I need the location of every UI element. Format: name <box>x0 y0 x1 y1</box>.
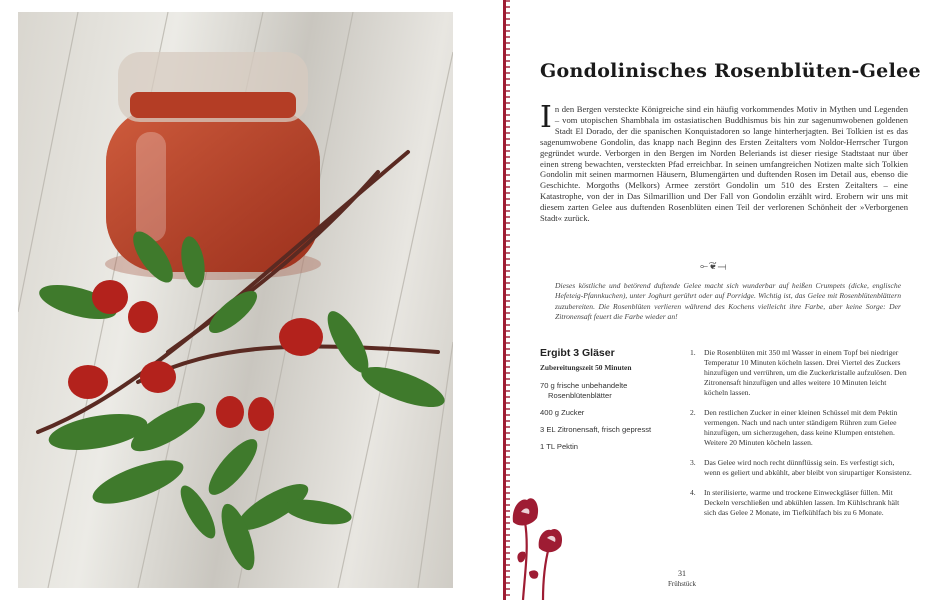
section-label: Frühstück <box>668 580 696 588</box>
divider-ornament: ⟜❦⟞ <box>700 261 728 272</box>
rose-illustration-icon <box>503 492 573 600</box>
recipe-yield: Ergibt 3 Gläser <box>540 347 615 359</box>
intro-paragraph <box>540 100 908 224</box>
step-item: 3. Das Gelee wird noch recht dünnflüssig sein. Es verfestigt sich, wenn es geliert und abkühlt, aber bleibt von sirupartiger Konsistenz. <box>690 458 912 477</box>
step-item: 1. Die Rosenblüten mit 350 ml Wasser in einem Topf bei niedriger Temperatur 10 Minuten köcheln lassen. Drei Viertel des Zuckers hinzufügen und verrühren, um die Zuckerkristalle aufzulösen. Den Zitronensaft hinzufügen und alles weitere 10 Minuten leicht köcheln lassen. <box>690 348 907 397</box>
ingredient-item: 1 TL Pektin <box>540 442 578 451</box>
method-steps <box>690 348 912 528</box>
jelly-jar-photo <box>18 12 453 588</box>
ingredient-item: 400 g Zucker <box>540 408 585 417</box>
ingredient-list <box>540 381 680 459</box>
step-item: 4. In sterilisierte, warme und trockene Einweckgläser füllen. Mit Deckeln verschließen und abkühlen lassen. Im Kühlschrank hält sich das Gelee 2 Monate, im Tiefkühlfach bis zu 6 Monate. <box>690 488 900 517</box>
serving-note: Dieses köstliche und betörend duftende Gelee macht sich wunderbar auf heißen Crumpets (dicke, englische Hefeteig-Pfannkuchen), unter Joghurt gerührt oder auf Porridge. Wichtig ist, das Gelee mit Rosenblütenblättern zuzubereiten. Die Rosenblüten verlieren während des Kochens vielleicht ihre Farbe, aber keine Sorge: Der Zitronensaft feuert die Farbe wieder an! <box>555 281 901 322</box>
recipe-title: Gondolinisches Rosenblüten-Gelee <box>540 60 921 82</box>
ingredient-item: 70 g frische unbehandelte Rosenblütenblätter <box>540 381 628 400</box>
intro-text: n den Bergen versteckte Königreiche sind ein häufig vorkommendes Motiv in Mythen und Legenden – vom utopischen Shambhala im ostasiatischen Buddhismus bis hin zur sagenumwobenen goldenen Stadt El Dorado, der die spanischen Konquistadoren so lange hinterherjagten. Bei Tolkien ist es das sagenumwobene Gondolin, das knapp nach Beginn des Ersten Zeitalters vom Noldor-Herrscher Turgon gegründet wurde. Verborgen in den Bergen im Norden Beleriands ist dieser riesige Stadtstaat nur über einen streng bewachten, versteckten Pfad erreichbar. In seinen umfangreichen Notizen malte sich Tolkien Gondolin mit seinen marmornen Häusern, Blumengärten und duftenden Rosen im Detail aus, ebenso die Geschichte. Morgoths (Melkors) Armee zerstört Gondolin um 510 des Ersten Zeitalters – eine Katastrophe, von der in Das Silmarillion und Der Fall von Gondolin erzählt wird. Erobern wir uns mit diesem zarten Gelee aus duftenden Rosenblüten einen Teil der verlorenen Schönheit der »Verborgenen Stadt« zurück. <box>540 104 908 224</box>
step-item: 2. Den restlichen Zucker in einer kleinen Schüssel mit dem Pektin vermengen. Nach und nach unter ständigem Rühren zum Gelee hinzufügen, um sicherzugehen, dass keine Klumpen entstehen. Weitere 20 Minuten köcheln lassen. <box>690 408 898 447</box>
drop-cap: I <box>540 100 552 135</box>
ingredient-item: 3 EL Zitronensaft, frisch gepresst <box>540 425 652 434</box>
prep-time: Zubereitungszeit 50 Minuten <box>540 363 632 372</box>
page-number: 31 <box>678 569 686 578</box>
